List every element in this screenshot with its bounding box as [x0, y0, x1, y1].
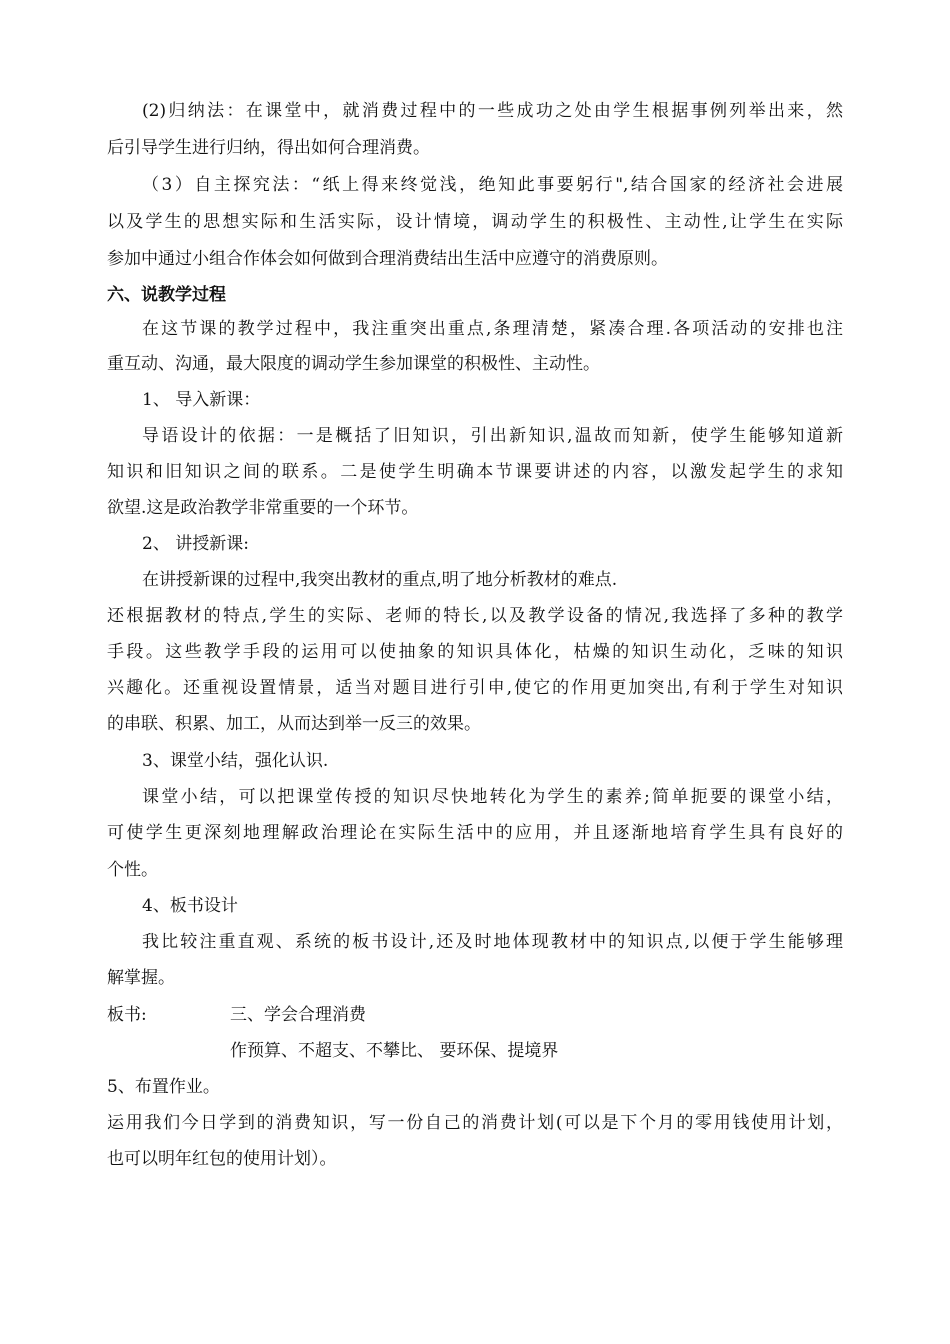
- step2-line-2: 还根据教材的特点,学生的实际、老师的特长,以及教学设备的情况,我选择了多种的教学: [107, 606, 843, 626]
- step3-title: 3、课堂小结，强化认识.: [142, 751, 329, 771]
- board-label: 板书:: [107, 1005, 147, 1025]
- intro-line-2: 重互动、沟通，最大限度的调动学生参加课堂的积极性、主动性。: [107, 354, 600, 374]
- step2-line-5: 的串联、积累、加工，从而达到举一反三的效果。: [107, 714, 481, 734]
- method-inquiry-line-1: （3）自主探究法：“纸上得来终觉浅，绝知此事要躬行",结合国家的经济社会进展: [142, 175, 843, 195]
- step4-title: 4、板书设计: [142, 896, 238, 916]
- step1-line-1: 导语设计的依据：一是概括了旧知识，引出新知识,温故而知新，使学生能够知道新: [142, 426, 843, 446]
- step5-title: 5、布置作业。: [107, 1077, 220, 1097]
- method-inquiry-line-2: 以及学生的思想实际和生活实际，设计情境，调动学生的积极性、主动性,让学生在实际: [107, 212, 843, 232]
- step2-line-3: 手段。这些教学手段的运用可以使抽象的知识具体化，枯燥的知识生动化，乏味的知识: [107, 642, 843, 662]
- step4-line-1: 我比较注重直观、系统的板书设计,还及时地体现教材中的知识点,以便于学生能够理: [142, 932, 843, 952]
- method-inquiry-line-3: 参加中通过小组合作体会如何做到合理消费结出生活中应遵守的消费原则。: [107, 249, 668, 269]
- intro-line-1: 在这节课的教学过程中，我注重突出重点,条理清楚，紧凑合理.各项活动的安排也注: [142, 319, 843, 339]
- method-inductive-line-1: (2)归纳法：在课堂中，就消费过程中的一些成功之处由学生根据事例列举出来，然: [142, 101, 843, 121]
- step3-line-1: 课堂小结，可以把课堂传授的知识尽快地转化为学生的素养;简单扼要的课堂小结，: [142, 787, 843, 807]
- step1-line-2: 知识和旧知识之间的联系。二是使学生明确本节课要讲述的内容，以激发起学生的求知: [107, 462, 843, 482]
- step4-line-2: 解掌握。: [107, 968, 175, 988]
- step2-title: 2、 讲授新课:: [142, 534, 249, 554]
- step2-line-1: 在讲授新课的过程中,我突出教材的重点,明了地分析教材的难点.: [142, 570, 618, 590]
- step5-line-2: 也可以明年红包的使用计划）。: [107, 1149, 337, 1169]
- method-inductive-line-2: 后引导学生进行归纳，得出如何合理消费。: [107, 138, 430, 158]
- step2-line-4: 兴趣化。还重视设置情景，适当对题目进行引申,使它的作用更加突出,有利于学生对知识: [107, 678, 843, 698]
- section-six-heading: 六、说教学过程: [107, 285, 226, 305]
- board-title: 三、学会合理消费: [230, 1005, 366, 1025]
- step5-line-1: 运用我们今日学到的消费知识，写一份自己的消费计划(可以是下个月的零用钱使用计划，: [107, 1113, 843, 1133]
- board-points: 作预算、不超支、不攀比、 要环保、提境界: [230, 1041, 559, 1061]
- step1-title: 1、 导入新课：: [142, 390, 261, 410]
- step3-line-2: 可使学生更深刻地理解政治理论在实际生活中的应用，并且逐渐地培育学生具有良好的: [107, 823, 843, 843]
- step3-line-3: 个性。: [107, 860, 158, 880]
- step1-line-3: 欲望.这是政治教学非常重要的一个环节。: [107, 498, 419, 518]
